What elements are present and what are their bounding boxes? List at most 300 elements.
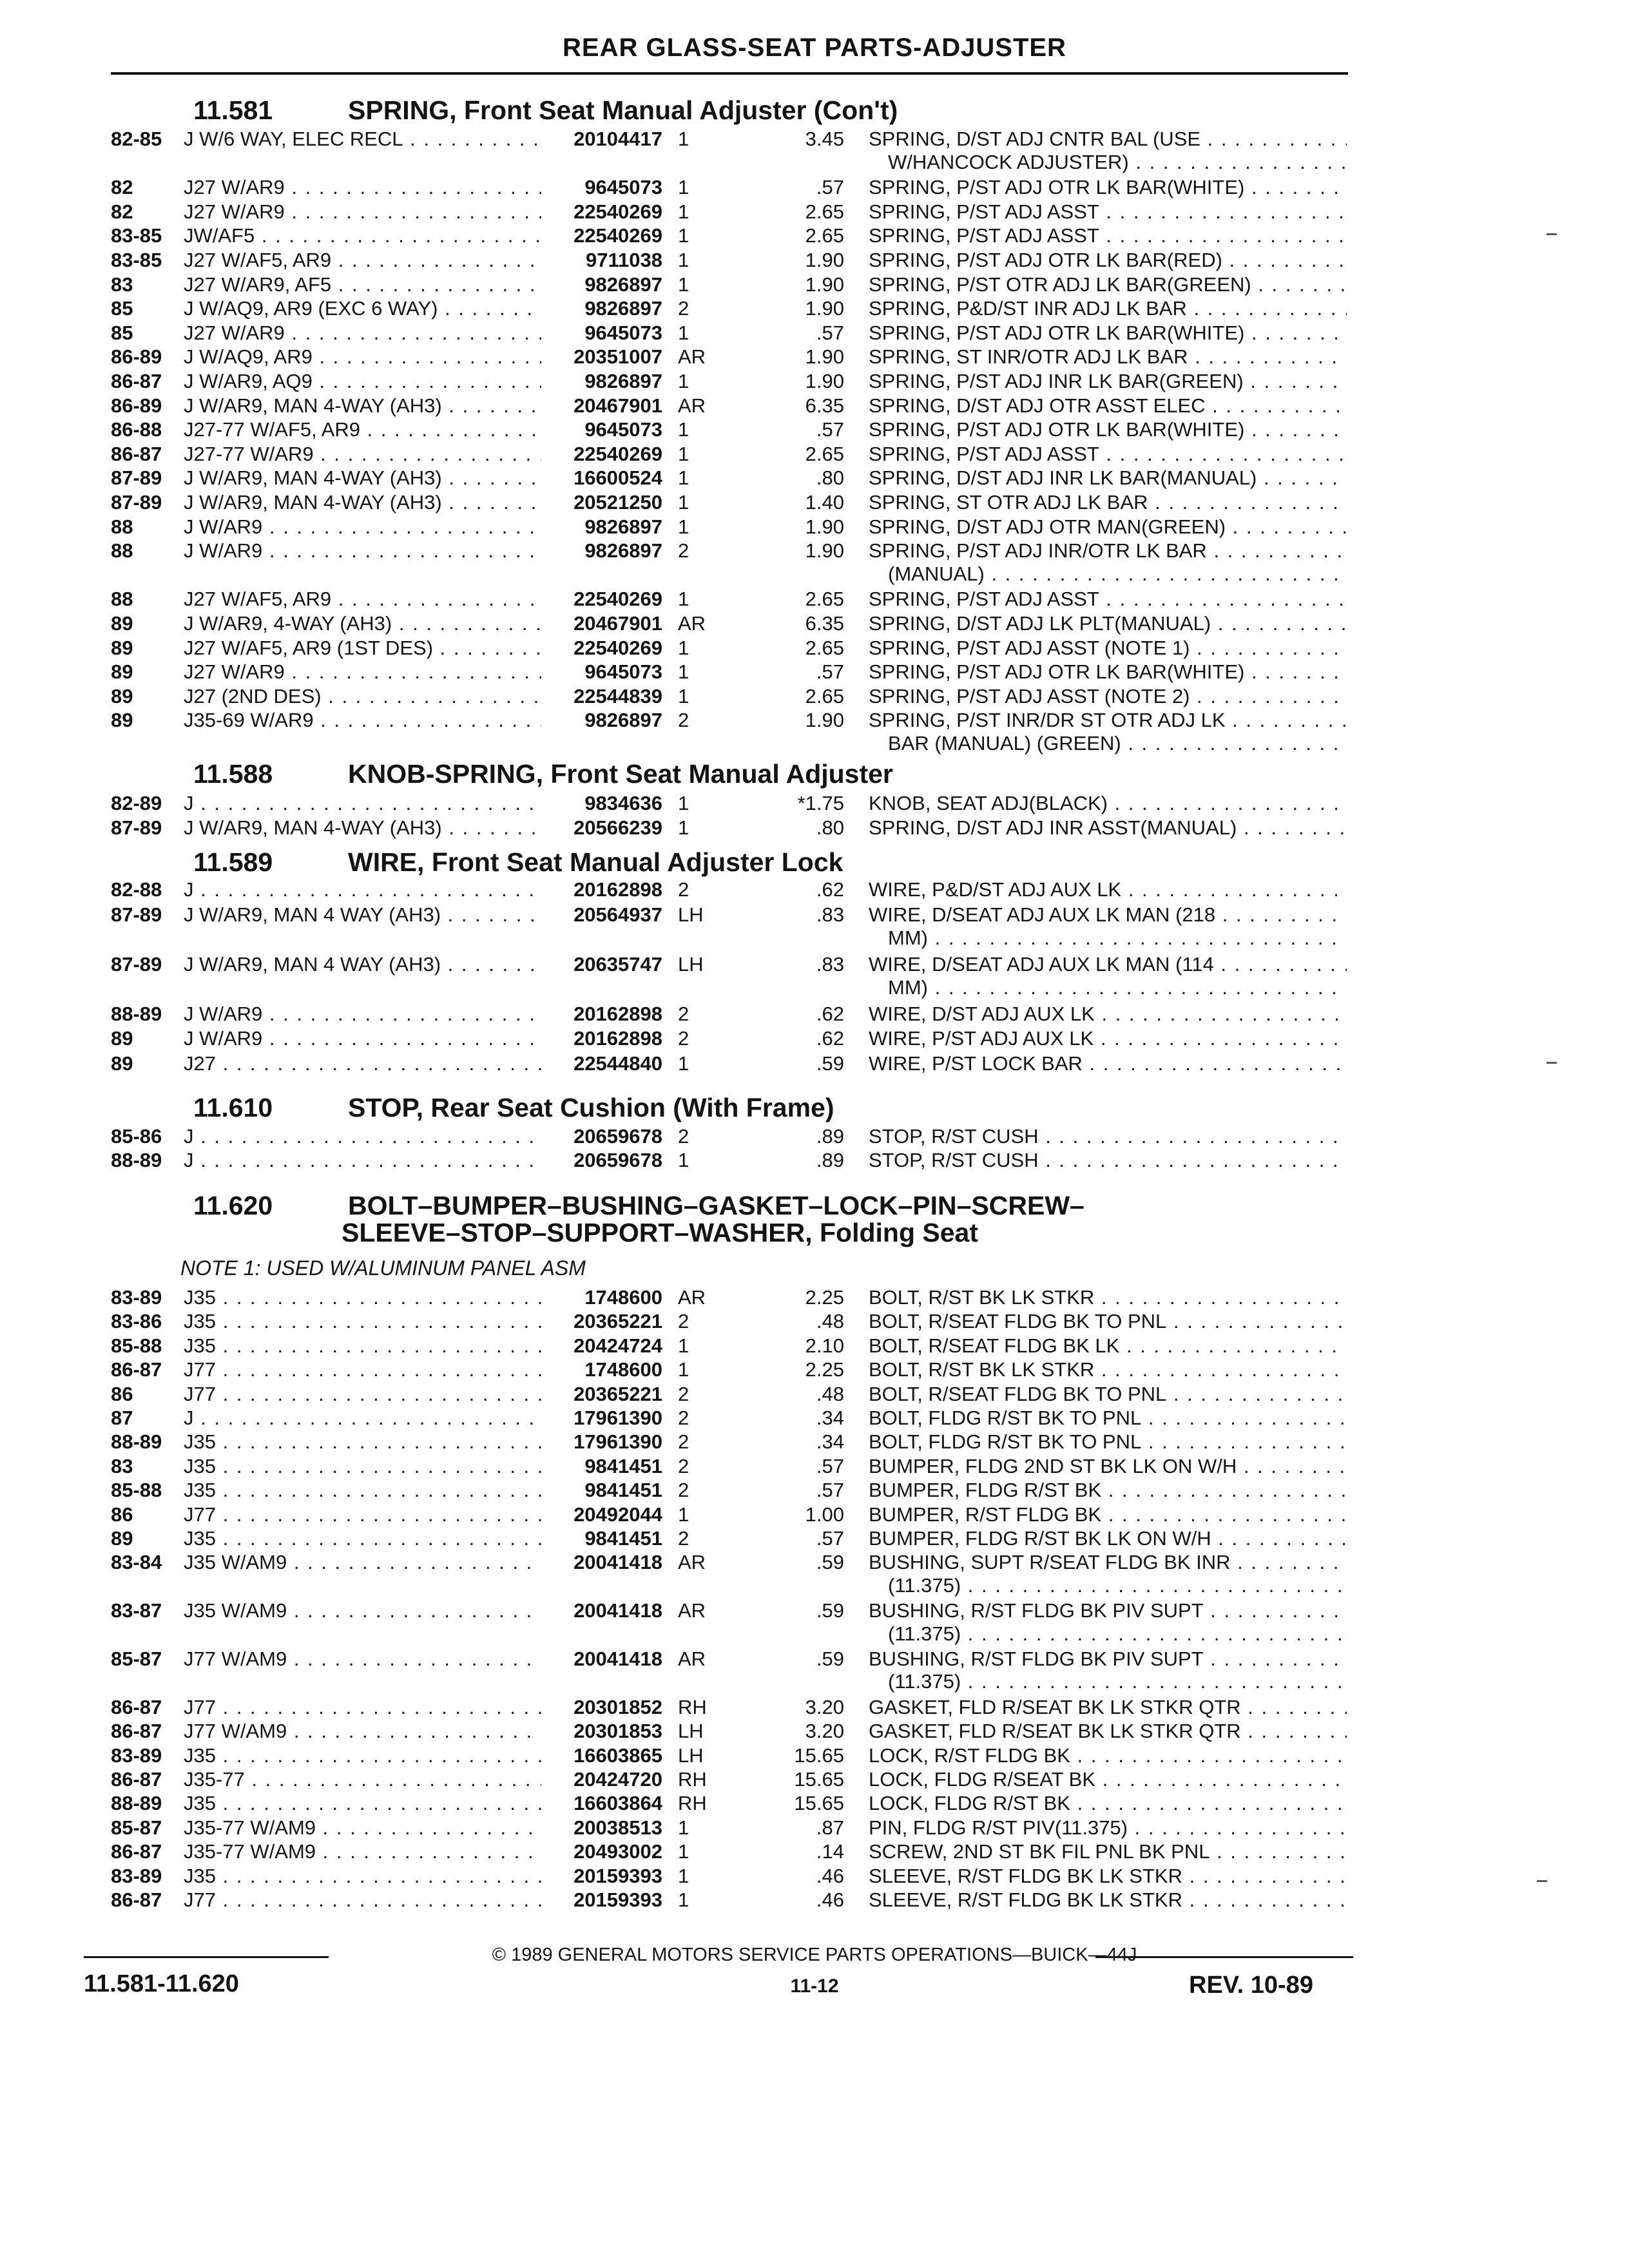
part-row [0,1744,1629,1768]
quantity: 2 [678,1002,689,1025]
application: J W/AR9, AQ9 . . . [184,369,541,394]
description: SPRING, D/ST ADJ OTR ASST ELEC . . . [869,394,1347,418]
description: GASKET, FLD R/SEAT BK LK STKR QTR . . . [869,1719,1347,1744]
part-number: 20162898 [574,1002,662,1025]
part-row [0,1454,1629,1479]
application: J77 . . . [184,1382,541,1407]
price: .62 [816,1027,844,1050]
part-row [0,1148,1629,1173]
part-number: 16603865 [574,1744,662,1767]
part-row [0,636,1629,660]
quantity: LH [678,903,704,926]
model-years: 85-88 [111,1334,162,1357]
part-row [0,321,1629,345]
model-years: 86-89 [111,345,162,369]
quantity: 1 [678,1358,689,1381]
description: BOLT, R/SEAT FLDG BK TO PNL . . . [869,1309,1347,1334]
part-row [0,1358,1629,1382]
quantity: 1 [678,1149,689,1171]
price: .46 [816,1888,844,1911]
part-number: 9645073 [584,418,662,441]
part-number: 20365221 [574,1310,662,1333]
description: SPRING, ST INR/OTR ADJ LK BAR . . . [869,345,1347,369]
quantity: 1 [678,466,689,490]
part-row [0,816,1629,840]
section-number: 11.581 [193,95,273,125]
application: J W/AQ9, AR9 (EXC 6 WAY) . . . [184,296,541,321]
price: .80 [816,816,844,839]
model-years: 82 [111,176,133,199]
part-number: 9826897 [584,539,662,562]
application: J27-77 W/AF5, AR9 . . . [184,418,541,442]
model-years: 89 [111,1527,133,1550]
price: 2.65 [805,636,844,659]
description: SPRING, P/ST ADJ INR LK BAR(GREEN) . . . [869,369,1347,394]
price: .57 [816,176,844,199]
description: WIRE, P/ST ADJ AUX LK . . . [869,1026,1347,1051]
application: J35 . . . [184,1478,541,1503]
quantity: 1 [678,1864,689,1887]
price: .57 [816,1454,844,1477]
application: J35-77 W/AM9 . . . [184,1816,541,1840]
part-row [0,903,1629,927]
application: J27 W/AF5, AR9 (1ST DES) . . . [184,636,541,660]
part-row [0,1864,1629,1888]
part-number: 20365221 [574,1382,662,1405]
price: 1.90 [805,515,844,538]
price: 2.25 [805,1358,844,1381]
application: J35 . . . [184,1309,541,1334]
quantity: 1 [678,1888,689,1911]
quantity: 2 [678,1479,689,1502]
description: PIN, FLDG R/ST PIV(11.375) . . . [869,1816,1347,1840]
margin-mark [1547,233,1557,235]
model-years: 83-89 [111,1286,162,1309]
quantity: LH [678,1744,704,1767]
footer-section-range: 11.581-11.620 [84,1970,239,1997]
price: .57 [816,418,844,441]
page-title: REAR GLASS-SEAT PARTS-ADJUSTER [563,34,1066,62]
section-title: WIRE, Front Seat Manual Adjuster Lock [348,847,843,877]
description: BUSHING, R/ST FLDG BK PIV SUPT . . . [869,1647,1347,1671]
price: .59 [816,1599,844,1622]
quantity: 2 [678,1454,689,1477]
application: J35 . . . [184,1744,541,1768]
part-number: 20493002 [574,1840,662,1863]
model-years: 82-89 [111,792,162,814]
quantity: 1 [678,128,689,150]
part-number: 9841451 [584,1454,662,1477]
description: BOLT, R/ST BK LK STKR . . . [869,1358,1347,1382]
model-years: 83-87 [111,1599,162,1622]
price: .59 [816,1551,844,1574]
application: J . . . [184,1148,541,1173]
quantity: RH [678,1792,707,1815]
price: 2.65 [805,684,844,707]
description: BOLT, R/SEAT FLDG BK TO PNL . . . [869,1382,1347,1407]
model-years: 86-87 [111,1888,162,1911]
price: 2.25 [805,1286,844,1309]
part-row [0,611,1629,636]
application: J W/AQ9, AR9 . . . [184,345,541,369]
description: SLEEVE, R/ST FLDG BK LK STKR . . . [869,1864,1347,1888]
part-number: 9645073 [584,176,662,199]
model-years: 87-89 [111,491,162,514]
section-title: KNOB-SPRING, Front Seat Manual Adjuster [348,759,893,789]
price: .87 [816,1816,844,1839]
application: J W/AR9, MAN 4 WAY (AH3) . . . [184,952,541,977]
part-row [0,878,1629,902]
part-row [0,1285,1629,1310]
quantity: AR [678,612,706,635]
description: BUMPER, FLDG 2ND ST BK LK ON W/H . . . [869,1454,1347,1479]
part-number: 16603864 [574,1792,662,1815]
price: 2.65 [805,588,844,611]
part-row [0,539,1629,563]
part-row [0,345,1629,369]
quantity: 2 [678,1027,689,1050]
application: J35 . . . [184,1791,541,1816]
part-number: 9645073 [584,321,662,344]
application: J27-77 W/AR9 . . . [184,442,541,466]
part-number: 9826897 [584,297,662,320]
application: J35 . . . [184,1526,541,1551]
model-years: 89 [111,709,133,732]
description: BOLT, R/SEAT FLDG BK LK . . . [869,1334,1347,1358]
part-row [0,394,1629,418]
model-years: 83-85 [111,224,162,247]
section-number: 11.620 [193,1191,273,1220]
description: SPRING, P/ST ADJ ASST . . . [869,200,1347,224]
part-number: 9826897 [584,273,662,296]
quantity: AR [678,1286,706,1309]
model-years: 89 [111,636,133,659]
application: J35 . . . [184,1454,541,1479]
part-row-continuation [0,1622,1629,1646]
model-years: 83 [111,1454,133,1477]
quantity: 1 [678,200,689,223]
price: 2.10 [805,1334,844,1357]
description: SPRING, D/ST ADJ CNTR BAL (USE . . . [869,127,1347,151]
part-number: 9841451 [584,1479,662,1502]
description: WIRE, P&D/ST ADJ AUX LK . . . [869,878,1347,902]
application: J35 . . . [184,1334,541,1358]
part-number: 20467901 [574,612,662,635]
description: SPRING, D/ST ADJ OTR MAN(GREEN) . . . [869,515,1347,539]
quantity: 2 [678,878,689,901]
description: LOCK, R/ST FLDG BK . . . [869,1744,1347,1768]
application: J W/AR9 . . . [184,515,541,539]
quantity: 1 [678,370,689,392]
part-number: 22540269 [574,200,662,223]
price: .83 [816,903,844,926]
model-years: 83-89 [111,1864,162,1887]
quantity: AR [678,394,706,417]
model-years: 87 [111,1407,133,1429]
part-number: 9645073 [584,660,662,684]
part-number: 22544839 [574,684,662,707]
application: J77 . . . [184,1888,541,1912]
quantity: 1 [678,273,689,296]
part-number: 20159393 [574,1864,662,1887]
model-years: 89 [111,612,133,635]
part-row [0,1840,1629,1864]
quantity: 2 [678,1310,689,1333]
part-number: 20659678 [574,1149,662,1171]
quantity: 1 [678,442,689,465]
quantity: 1 [678,1334,689,1357]
price: .59 [816,1052,844,1075]
part-number: 9826897 [584,515,662,538]
price: .62 [816,878,844,901]
application: J W/AR9 . . . [184,539,541,563]
part-row [0,1791,1629,1816]
part-number: 20659678 [574,1125,662,1148]
model-years: 86-87 [111,442,162,465]
quantity: 1 [678,660,689,684]
part-row [0,1816,1629,1840]
quantity: 2 [678,1430,689,1454]
part-row-continuation [0,926,1629,950]
price: .57 [816,660,844,684]
model-years: 88 [111,515,133,538]
part-row [0,418,1629,442]
part-row [0,369,1629,394]
section-title-continued: SLEEVE–STOP–SUPPORT–WASHER, Folding Seat [342,1218,979,1247]
model-years: 87-89 [111,952,162,975]
quantity: AR [678,345,706,369]
quantity: AR [678,1599,706,1622]
application: J27 W/AF5, AR9 . . . [184,248,541,273]
description-continued: (11.375) . . . [888,1573,1347,1598]
price: 6.35 [805,394,844,417]
quantity: 2 [678,297,689,320]
description: BUSHING, R/ST FLDG BK PIV SUPT . . . [869,1599,1347,1623]
part-number: 20104417 [574,128,662,150]
quantity: 1 [678,176,689,199]
part-number: 22540269 [574,224,662,247]
part-number: 17961390 [574,1407,662,1429]
application: J27 W/AR9, AF5 . . . [184,273,541,297]
price: 15.65 [794,1792,844,1815]
application: J35 . . . [184,1864,541,1888]
description-continued: MM) . . . [888,975,1347,1000]
description: BUMPER, FLDG R/ST BK . . . [869,1478,1347,1503]
section-title: STOP, Rear Seat Cushion (With Frame) [348,1093,834,1122]
model-years: 86-87 [111,1695,162,1718]
application: J35-69 W/AR9 . . . [184,708,541,733]
price: 2.65 [805,224,844,247]
section-number: 11.610 [193,1093,273,1122]
model-years: 85-86 [111,1125,162,1148]
application: J77 W/AM9 . . . [184,1647,541,1671]
description: SPRING, P/ST ADJ ASST . . . [869,442,1347,466]
description-continued: BAR (MANUAL) (GREEN) . . . [888,731,1347,756]
price: 3.20 [805,1720,844,1743]
application: J W/AR9 . . . [184,1002,541,1026]
application: JW/AF5 . . . [184,224,541,248]
quantity: LH [678,952,704,975]
footer-revision: REV. 10-89 [1189,1972,1313,1999]
model-years: 87-89 [111,466,162,490]
price: .62 [816,1002,844,1025]
quantity: 2 [678,1382,689,1405]
quantity: 1 [678,491,689,514]
price: 1.00 [805,1503,844,1526]
description: WIRE, D/SEAT ADJ AUX LK MAN (114 . . . [869,952,1347,977]
application: J35 W/AM9 . . . [184,1599,541,1623]
model-years: 82-88 [111,878,162,901]
part-number: 16600524 [574,466,662,490]
description: SPRING, ST OTR ADJ LK BAR . . . [869,490,1347,515]
part-row [0,660,1629,684]
model-years: 82-85 [111,128,162,150]
part-row [0,248,1629,273]
price: 1.90 [805,709,844,732]
model-years: 86-87 [111,1840,162,1863]
part-number: 20162898 [574,1027,662,1050]
part-number: 20351007 [574,345,662,369]
quantity: 1 [678,816,689,839]
quantity: 1 [678,636,689,659]
model-years: 82 [111,200,133,223]
part-number: 20566239 [574,816,662,839]
description: LOCK, FLDG R/ST BK . . . [869,1791,1347,1816]
part-row [0,1430,1629,1454]
part-row-continuation [0,562,1629,586]
price: 1.90 [805,297,844,320]
model-years: 85 [111,297,133,320]
application: J35 . . . [184,1430,541,1454]
part-number: 22540269 [574,588,662,611]
quantity: 2 [678,709,689,732]
description: SPRING, P/ST ADJ ASST . . . [869,587,1347,611]
description: STOP, R/ST CUSH . . . [869,1148,1347,1173]
price: 1.90 [805,249,844,271]
part-number: 20564937 [574,903,662,926]
part-row [0,1888,1629,1912]
model-years: 85 [111,321,133,344]
part-number: 17961390 [574,1430,662,1454]
price: .80 [816,466,844,490]
price: .34 [816,1430,844,1454]
application: J35 . . . [184,1285,541,1310]
part-number: 1748600 [584,1358,662,1381]
price: .46 [816,1864,844,1887]
model-years: 88-89 [111,1149,162,1171]
model-years: 88-89 [111,1002,162,1025]
description: SPRING, D/ST ADJ LK PLT(MANUAL) . . . [869,611,1347,636]
part-row [0,1406,1629,1430]
description: SPRING, P/ST ADJ OTR LK BAR(WHITE) . . . [869,175,1347,200]
description: SPRING, D/ST ADJ INR ASST(MANUAL) . . . [869,816,1347,840]
application: J27 W/AR9 . . . [184,660,541,684]
quantity: 1 [678,321,689,344]
section-number: 11.588 [193,759,273,789]
description: STOP, R/ST CUSH . . . [869,1124,1347,1149]
part-row [0,1695,1629,1720]
part-number: 20301852 [574,1695,662,1718]
description: SPRING, P/ST ADJ INR/OTR LK BAR . . . [869,539,1347,563]
quantity: 1 [678,588,689,611]
description: SPRING, P/ST ADJ OTR LK BAR(WHITE) . . . [869,321,1347,345]
description: LOCK, FLDG R/SEAT BK . . . [869,1767,1347,1792]
description: SPRING, P/ST ADJ OTR LK BAR(WHITE) . . . [869,418,1347,442]
part-row [0,1382,1629,1407]
model-years: 88 [111,588,133,611]
description: WIRE, D/ST ADJ AUX LK . . . [869,1002,1347,1026]
model-years: 85-87 [111,1648,162,1670]
description-continued: (11.375) . . . [888,1669,1347,1694]
price: 2.65 [805,200,844,223]
quantity: 2 [678,1407,689,1429]
footer-page-number: 11-12 [790,1975,839,1997]
margin-mark [1537,1880,1547,1882]
quantity: 1 [678,1816,689,1839]
part-row [0,587,1629,611]
description: BUMPER, FLDG R/ST BK LK ON W/H . . . [869,1526,1347,1551]
price: 15.65 [794,1744,844,1767]
model-years: 88 [111,539,133,562]
part-row-continuation [0,1573,1629,1598]
price: 3.20 [805,1695,844,1718]
application: J W/AR9, MAN 4 WAY (AH3) . . . [184,903,541,927]
description: BUMPER, R/ST FLDG BK . . . [869,1503,1347,1527]
part-row [0,1767,1629,1792]
model-years: 86 [111,1503,133,1526]
quantity: 1 [678,418,689,441]
model-years: 83-86 [111,1310,162,1333]
description: SPRING, P/ST INR/DR ST OTR ADJ LK . . . [869,708,1347,733]
application: J W/AR9, MAN 4-WAY (AH3) . . . [184,466,541,490]
price: .34 [816,1407,844,1429]
price: 2.65 [805,442,844,465]
part-number: 9826897 [584,709,662,732]
part-row [0,1478,1629,1503]
description: SLEEVE, R/ST FLDG BK LK STKR . . . [869,1888,1347,1912]
price: *1.75 [797,792,844,814]
application: J77 . . . [184,1503,541,1527]
quantity: RH [678,1695,707,1718]
part-number: 20467901 [574,394,662,417]
application: J35-77 . . . [184,1767,541,1792]
part-row [0,1026,1629,1051]
part-row [0,1599,1629,1623]
part-number: 22540269 [574,636,662,659]
model-years: 83-89 [111,1744,162,1767]
description: SPRING, P/ST ADJ OTR LK BAR(WHITE) . . . [869,660,1347,684]
model-years: 89 [111,1052,133,1075]
price: .14 [816,1840,844,1863]
section-title: SPRING, Front Seat Manual Adjuster (Con't) [348,95,898,125]
part-row [0,296,1629,321]
part-number: 20041418 [574,1551,662,1574]
part-row [0,515,1629,539]
quantity: AR [678,1551,706,1574]
part-number: 9711038 [586,249,662,271]
description: SPRING, P/ST ADJ ASST . . . [869,224,1347,248]
model-years: 85-87 [111,1816,162,1839]
price: .57 [816,1527,844,1550]
application: J27 (2ND DES) . . . [184,684,541,709]
description: BUSHING, SUPT R/SEAT FLDG BK INR . . . [869,1550,1347,1575]
model-years: 86-87 [111,370,162,392]
application: J W/AR9, MAN 4-WAY (AH3) . . . [184,490,541,515]
price: .48 [816,1382,844,1405]
price: .57 [816,1479,844,1502]
application: J W/AR9, MAN 4-WAY (AH3) . . . [184,394,541,418]
quantity: 2 [678,1527,689,1550]
